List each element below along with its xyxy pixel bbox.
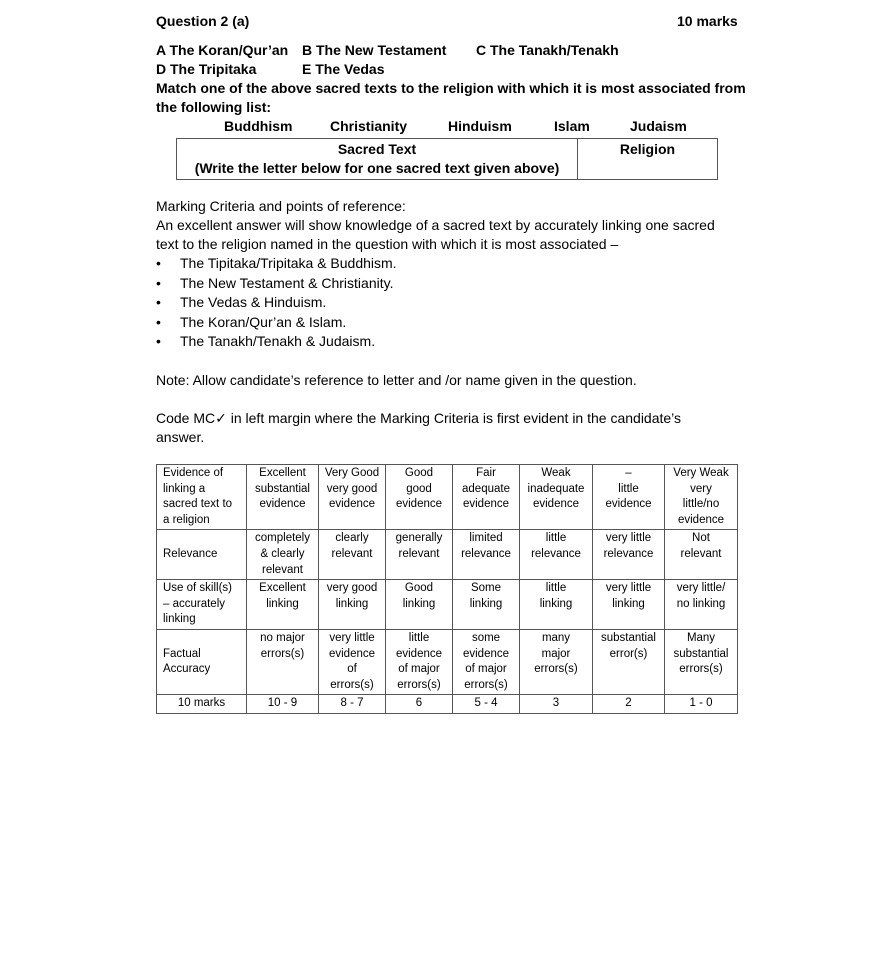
religion-option: Buddhism [224, 118, 293, 134]
list-item: • The New Testament & Christianity. [156, 274, 397, 294]
rubric-label-line [163, 531, 244, 547]
table-row [157, 580, 738, 630]
rubric-cell-line: evidence [395, 647, 443, 660]
rubric-cell-line: linking [612, 597, 645, 610]
answer-table [176, 138, 718, 180]
rubric-cell-line: Not [692, 532, 710, 545]
rubric-cell-line: of [347, 663, 357, 676]
rubric-cell-line: Good [404, 582, 434, 595]
rubric-cell-line: substantial [255, 482, 310, 495]
rubric-cell-line: relevant [262, 563, 303, 576]
answer-column-instruction: (Write the letter below for one sacred text given above) [194, 160, 560, 176]
rubric-cell-line: relevance [603, 547, 654, 560]
instruction-line: Match one of the above sacred texts to the religion with which it is most associated from [156, 80, 746, 96]
code-text: Code MC✓ in left margin where the Marking Criteria is first evident in the candidate’s [156, 410, 682, 426]
rubric-cell-line: Excellent [259, 582, 306, 595]
rubric-cell-line: relevant [331, 547, 373, 560]
criteria-heading: Marking Criteria and points of reference: [156, 198, 406, 214]
rubric-label-line [163, 631, 244, 647]
rubric-cell-line: linking [402, 597, 436, 610]
religion-option: Christianity [330, 118, 408, 134]
instruction-line: the following list: [156, 99, 272, 115]
rubric-cell-line: Fair [476, 467, 496, 479]
rubric-cell-line: evidence [395, 498, 443, 511]
reference-list [156, 254, 397, 352]
rubric-cell [386, 530, 453, 580]
rubric-cell-line: errors(s) [534, 663, 578, 676]
rubric-criterion-label [157, 465, 247, 530]
rubric-cell [593, 465, 665, 530]
religion-option: Hinduism [448, 118, 512, 134]
rubric-cell-line: Very Weak [673, 467, 729, 479]
rubric-cell-line: very [690, 482, 712, 495]
rubric-cell-line: little [408, 631, 430, 644]
rubric-cell-line: very little [605, 532, 652, 545]
rubric-cell-line: errors(s) [464, 678, 508, 691]
rubric-cell-line: linking [469, 597, 503, 610]
rubric-body [157, 465, 738, 714]
sacred-text-option: B The New Testament [302, 42, 447, 58]
rubric-cell-line: substantial [673, 647, 729, 660]
rubric-mark-range: 3 [520, 695, 593, 714]
rubric-cell [665, 629, 738, 694]
list-item: • The Tipitaka/Tripitaka & Buddhism. [156, 254, 397, 274]
rubric-cell [665, 530, 738, 580]
rubric-cell-line: relevant [680, 547, 722, 560]
rubric-cell-line: little [545, 582, 567, 595]
rubric-cell-line: Some [470, 582, 502, 595]
rubric-cell-line: relevant [398, 547, 440, 560]
rubric-cell-line: many [541, 631, 571, 644]
rubric-cell-line: Excellent [259, 467, 306, 479]
sacred-text-option: A The Koran/Qur’an [156, 42, 289, 58]
rubric-mark-range: 6 [386, 695, 453, 714]
rubric-label-line: linking a [163, 482, 206, 495]
rubric-cell-line: Good [404, 467, 434, 479]
rubric-cell-line: of major [465, 663, 507, 676]
rubric-cell-line: Weak [541, 467, 571, 479]
rubric-label-line: Factual [163, 647, 201, 660]
rubric-cell [665, 580, 738, 630]
table-row [157, 530, 738, 580]
answer-column-heading: Religion [619, 141, 676, 157]
rubric-cell-line: some [471, 631, 501, 644]
rubric-criterion-label [157, 580, 247, 630]
rubric-cell-line: good [406, 482, 432, 495]
rubric-cell-line: little [545, 532, 567, 545]
rubric-cell-line: evidence [259, 498, 306, 511]
rubric-cell-line: evidence [532, 498, 580, 511]
rubric-cell-line: errors(s) [260, 647, 305, 660]
rubric-cell [247, 629, 319, 694]
rubric-cell [593, 530, 665, 580]
rubric-cell-line: evidence [328, 498, 376, 511]
rubric-cell-line: Very Good [324, 467, 380, 479]
rubric-cell-line: – [625, 467, 632, 479]
rubric-cell-line: evidence [462, 498, 510, 511]
rubric-cell [247, 465, 319, 530]
code-text: answer. [156, 429, 205, 445]
rubric-cell-line: evidence [677, 513, 725, 526]
criteria-text: An excellent answer will show knowledge of a sacred text by accurately linking one sacred [156, 217, 715, 233]
rubric-cell-line: linking [539, 597, 573, 610]
rubric-cell-line: evidence [605, 498, 652, 511]
rubric-label-line: – accurately [163, 597, 226, 610]
rubric-cell [520, 629, 593, 694]
rubric-cell-line: linking [266, 597, 299, 610]
rubric-marks-label: 10 marks [157, 695, 247, 714]
rubric-cell-line: substantial [601, 631, 656, 644]
rubric-cell-line: & clearly [260, 547, 305, 560]
rubric-mark-range: 10 - 9 [247, 695, 319, 714]
answer-column-heading: Sacred Text [337, 141, 417, 157]
rubric-cell-line: completely [255, 532, 310, 545]
rubric-cell [319, 580, 386, 630]
list-item: • The Koran/Qur’an & Islam. [156, 313, 397, 333]
rubric-label-line: linking [163, 613, 196, 626]
answer-sacred-text-column [177, 139, 578, 180]
rubric-cell [319, 530, 386, 580]
sacred-text-option: C The Tanakh/Tenakh [476, 42, 619, 58]
rubric-cell-line: no linking [676, 597, 726, 610]
rubric-label-line: sacred text to [163, 498, 233, 511]
rubric-cell [520, 530, 593, 580]
rubric-cell [386, 629, 453, 694]
rubric-cell-line: limited [469, 532, 503, 545]
rubric-label-line: Use of skill(s) [163, 582, 233, 595]
rubric-cell [453, 580, 520, 630]
rubric-mark-range: 2 [593, 695, 665, 714]
rubric-mark-range: 5 - 4 [453, 695, 520, 714]
rubric-cell [386, 465, 453, 530]
rubric-criterion-label [157, 530, 247, 580]
rubric-label-line: a religion [163, 513, 210, 526]
rubric-cell-line: adequate [462, 482, 510, 495]
rubric-cell-line: major [541, 647, 571, 660]
rubric-cell-line: error(s) [609, 647, 648, 660]
rubric-cell-line: relevance [531, 547, 581, 560]
rubric-cell-line: very little [605, 582, 652, 595]
rubric-cell [247, 530, 319, 580]
question-title: Question 2 (a) [156, 13, 250, 29]
rubric-criterion-label [157, 629, 247, 694]
rubric-label-line: Evidence of [163, 467, 224, 479]
rubric-cell-line: very good [326, 582, 378, 595]
note-text: Note: Allow candidate’s reference to letter and /or name given in the question. [156, 372, 637, 388]
rubric-cell [247, 580, 319, 630]
rubric-cell-line: of major [398, 663, 440, 676]
rubric-cell-line: relevance [461, 547, 511, 560]
rubric-mark-range: 8 - 7 [319, 695, 386, 714]
rubric-label-line: Relevance [163, 547, 218, 560]
rubric-cell-line: little/no [682, 498, 720, 511]
rubric-cell [520, 465, 593, 530]
rubric-cell-line: evidence [328, 647, 376, 660]
rubric-cell-line: errors(s) [397, 678, 441, 691]
religion-option: Islam [554, 118, 590, 134]
rubric-cell-line: Many [686, 631, 716, 644]
rubric-cell [319, 629, 386, 694]
list-item: • The Vedas & Hinduism. [156, 293, 397, 313]
criteria-text: text to the religion named in the question with which it is most associated – [156, 236, 619, 252]
rubric-cell [520, 580, 593, 630]
rubric-mark-range: 1 - 0 [665, 695, 738, 714]
rubric-cell-line: evidence [462, 647, 510, 660]
list-item: • The Tanakh/Tenakh & Judaism. [156, 332, 397, 352]
rubric-cell-line: very good [326, 482, 378, 495]
rubric-label-line: Accuracy [163, 663, 211, 676]
rubric-cell-line: clearly [335, 532, 369, 545]
rubric-cell-line: errors(s) [679, 663, 723, 676]
rubric-cell-line: little [618, 482, 639, 495]
table-row [157, 465, 738, 530]
rubric-cell-line: no major [260, 631, 305, 644]
rubric-cell [593, 629, 665, 694]
rubric-cell [453, 530, 520, 580]
rubric-cell-line: linking [335, 597, 369, 610]
rubric-cell [386, 580, 453, 630]
rubric-marks-row [157, 695, 738, 714]
religion-option: Judaism [630, 118, 687, 134]
rubric-cell-line: errors(s) [330, 678, 374, 691]
rubric-table [156, 464, 738, 714]
rubric-cell-line: inadequate [527, 482, 585, 495]
rubric-cell [593, 580, 665, 630]
rubric-cell-line: generally [395, 532, 443, 545]
question-marks: 10 marks [677, 13, 738, 29]
sacred-text-option: E The Vedas [302, 61, 385, 77]
rubric-cell-line: very little/ [676, 582, 726, 595]
sacred-text-option: D The Tripitaka [156, 61, 257, 77]
rubric-cell [453, 465, 520, 530]
rubric-cell-line: very little [329, 631, 375, 644]
rubric-cell [319, 465, 386, 530]
table-row [157, 629, 738, 694]
answer-religion-column [578, 139, 718, 180]
rubric-cell [453, 629, 520, 694]
rubric-cell [665, 465, 738, 530]
